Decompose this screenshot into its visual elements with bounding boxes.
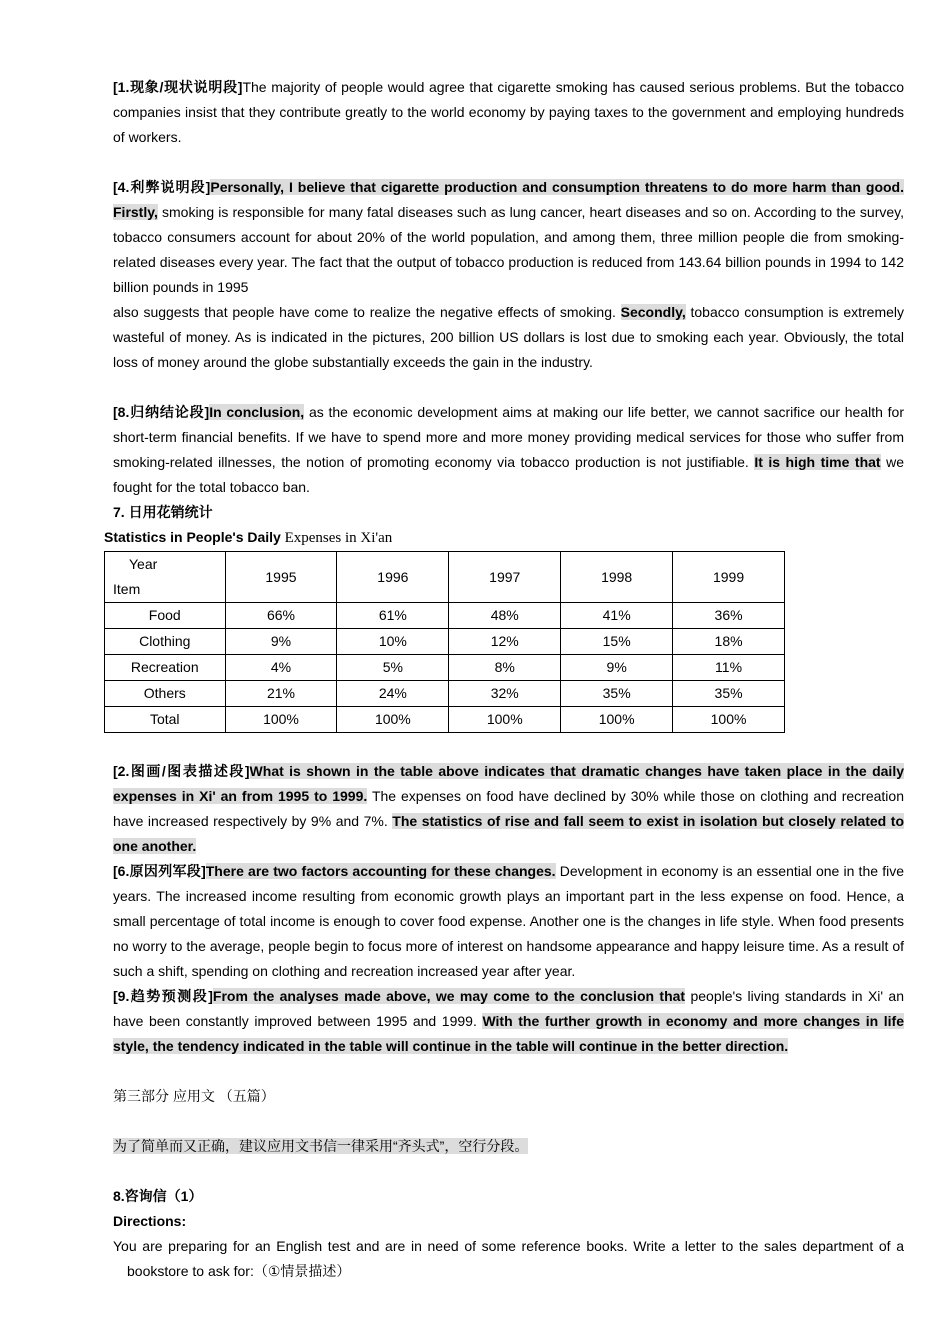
text-run: also suggests that people have come to realize the negative effects of smoking. [113, 304, 621, 320]
row-item-label: Total [105, 707, 226, 733]
row-item-label: Food [105, 603, 226, 629]
table-cell: 100% [337, 707, 449, 733]
row-item-label: Others [105, 681, 226, 707]
year-header: 1996 [337, 552, 449, 603]
table-cell: 4% [225, 655, 337, 681]
text-run: 第三部分 应用文 （五篇） [113, 1088, 275, 1104]
year-header: 1998 [561, 552, 673, 603]
table-cell: 18% [673, 629, 785, 655]
corner-item-label: Item [113, 581, 141, 597]
table-title [104, 525, 785, 551]
paragraph [113, 500, 904, 525]
table-cell: 36% [673, 603, 785, 629]
highlighted-text: Personally, I believe that cigarette production and consumption threatens to do more harm than good. Firstly, [113, 179, 904, 220]
text-run: people's living standards in Xi' an have been constantly improved between 1995 and 1999. [113, 988, 905, 1029]
paragraph [113, 1084, 904, 1109]
text-run: tobacco consumption is extremely wasteful of money. As is indicated in the pictures, 200 billion US dollars is lost due to smoking each year. Obviously, the total loss of money around the globe substantially exceeds the gain in the industry. [113, 304, 904, 370]
paragraph [113, 1184, 904, 1209]
blank-line [113, 1059, 904, 1084]
highlighted-text: What is shown in the table above indicates that dramatic changes have taken place in the daily expenses in Xi' an from 1995 to 1999. [113, 763, 904, 804]
bold-label: [8.归纳结论段] [113, 404, 210, 420]
table-title-serif: Expenses in Xi'an [280, 530, 393, 546]
text-run: Development in economy is an essential one in the five years. The increased income resulting from economic growth plays an important part in the less expense on food. Hence, a small percentage of total income is enough to cover food expense. Another one is the changes in life style. When food presents no worry to the average, people begin to focus more of interest on handsome appearance and happy leisure time. As a result of such a shift, spending on clothing and recreation increased year after year. [113, 863, 904, 979]
text-run: we fought for the total tobacco ban. [113, 454, 904, 495]
table-cell: 32% [449, 681, 561, 707]
paragraph [113, 1209, 904, 1234]
blank-line [113, 1109, 904, 1134]
table-cell: 11% [673, 655, 785, 681]
table-cell: 41% [561, 603, 673, 629]
table-row [105, 629, 785, 655]
blank-line [113, 150, 904, 175]
table-cell: 24% [337, 681, 449, 707]
bold-label: 8.咨询信（1） [113, 1188, 203, 1204]
table-row [105, 603, 785, 629]
bold-label: [6.原因列军段] [113, 863, 206, 879]
paragraph [113, 300, 904, 375]
row-item-label: Clothing [105, 629, 226, 655]
highlighted-text: There are two factors accounting for these changes. [205, 863, 556, 879]
table-cell: 12% [449, 629, 561, 655]
bold-label: Directions: [113, 1213, 187, 1229]
document-page [104, 75, 905, 1284]
table-cell: 35% [561, 681, 673, 707]
table-row [105, 707, 785, 733]
corner-year-label: Year [129, 556, 158, 572]
blank-line [113, 375, 904, 400]
paragraph [113, 1134, 904, 1159]
bold-label: [2.图画/图表描述段] [113, 763, 250, 779]
text-run: You are preparing for an English test and are in need of some reference books. Write a letter to the sales department of a bookstore to ask for:（①情景描述） [113, 1238, 904, 1279]
table-header-row [105, 552, 785, 603]
paragraph [113, 984, 904, 1059]
table-cell: 100% [449, 707, 561, 733]
table-title-sans: Statistics in People's Daily [104, 529, 281, 545]
paragraph [113, 1234, 904, 1284]
bold-label: [4.利弊说明段] [113, 179, 211, 195]
table-cell: 100% [673, 707, 785, 733]
spacer [113, 733, 904, 759]
paragraph [113, 400, 904, 500]
table-cell: 100% [561, 707, 673, 733]
highlighted-text: With the further growth in economy and more changes in life style, the tendency indicated in the table will continue in the table will continue in the better direction. [113, 1013, 904, 1054]
table-cell: 61% [337, 603, 449, 629]
table-cell: 5% [337, 655, 449, 681]
paragraph [113, 175, 904, 300]
highlighted-text: From the analyses made above, we may come to the conclusion that [212, 988, 686, 1004]
highlighted-text: It is high time that [754, 454, 881, 470]
table-cell: 66% [225, 603, 337, 629]
table-cell: 100% [225, 707, 337, 733]
table-cell: 35% [673, 681, 785, 707]
table-cell: 9% [561, 655, 673, 681]
paragraph [113, 759, 904, 859]
text-run: as the economic development aims at making our life better, we cannot sacrifice our health for short-term financial benefits. If we have to spend more and more money providing medical services for those who suffer from smoking-related illnesses, the notion of promoting economy via tobacco production is not justifiable. [113, 404, 904, 470]
table-row [105, 655, 785, 681]
text-run: smoking is responsible for many fatal diseases such as lung cancer, heart diseases and so on. According to the survey, tobacco consumers account for about 20% of the world population, and among them, three million people die from smoking-related diseases every year. The fact that the output of tobacco production is reduced from 143.64 billion pounds in 1994 to 142 billion pounds in 1995 [113, 204, 904, 295]
paragraph [113, 859, 904, 984]
year-header: 1995 [225, 552, 337, 603]
table-corner-cell [105, 552, 226, 603]
highlighted-text: Secondly, [620, 304, 686, 320]
table-cell: 21% [225, 681, 337, 707]
expenses-table [104, 551, 785, 733]
highlighted-text: In conclusion, [209, 404, 305, 420]
paragraph [113, 75, 904, 150]
table-row [105, 681, 785, 707]
bold-label: 7. 日用花销统计 [113, 504, 213, 520]
year-header: 1997 [449, 552, 561, 603]
table-cell: 8% [449, 655, 561, 681]
blank-line [113, 1159, 904, 1184]
row-item-label: Recreation [105, 655, 226, 681]
text-run: The expenses on food have declined by 30% while those on clothing and recreation have increased respectively by 9% and 7%. [113, 788, 904, 829]
table-cell: 15% [561, 629, 673, 655]
bold-label: [9.趋势预测段] [113, 988, 213, 1004]
table-cell: 9% [225, 629, 337, 655]
table-cell: 48% [449, 603, 561, 629]
text-run: The majority of people would agree that cigarette smoking has caused serious problems. But the tobacco companies insist that they contribute greatly to the world economy by paying taxes to the government and employing hundreds of workers. [113, 79, 904, 145]
bold-label: [1.现象/现状说明段] [113, 79, 243, 95]
highlighted-text: The statistics of rise and fall seem to exist in isolation but closely related to one another. [113, 813, 904, 854]
highlighted-text: 为了简单而又正确，建议应用文书信一律采用“齐头式”，空行分段。 [113, 1138, 529, 1154]
table-cell: 10% [337, 629, 449, 655]
year-header: 1999 [673, 552, 785, 603]
